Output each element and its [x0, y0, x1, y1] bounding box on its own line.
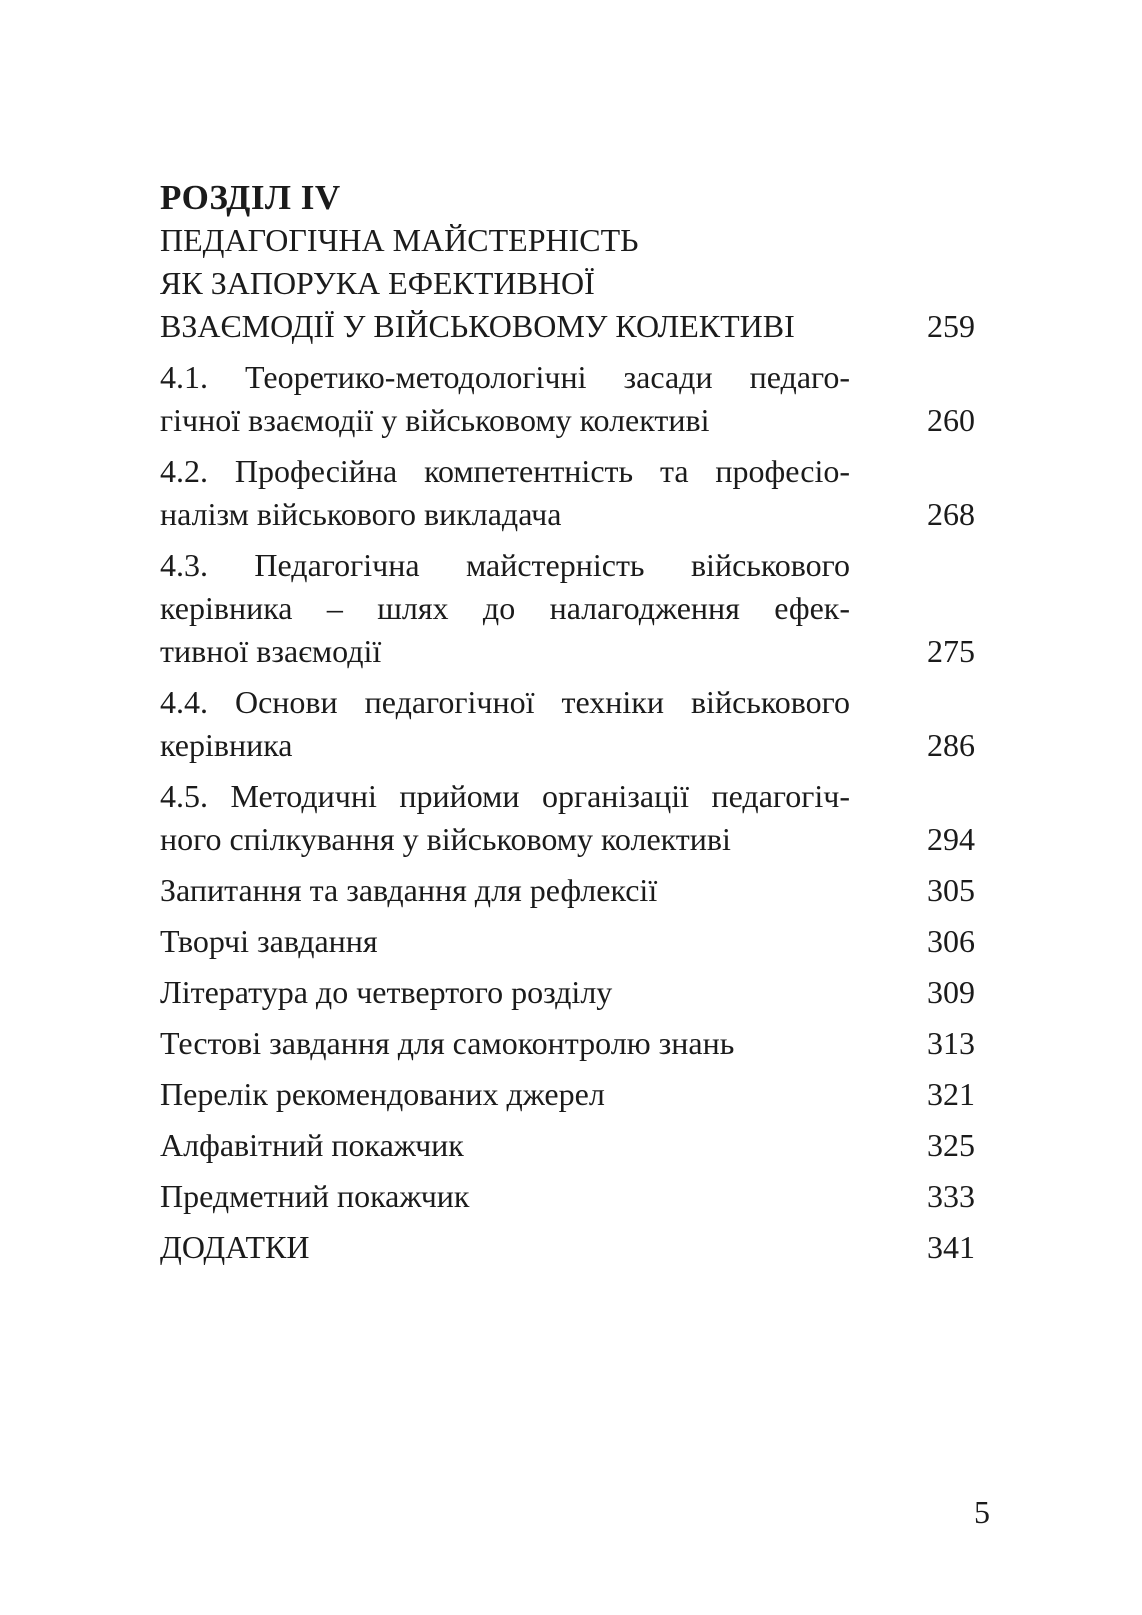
toc-entry [160, 775, 975, 861]
toc-entry-last-line [160, 1226, 975, 1269]
toc-entry-title: Перелік рекомендованих джерел [160, 1076, 605, 1112]
toc-entry-last-line [160, 305, 975, 348]
toc-entry-line: 4.1. Теоретико-методологічні засади педаго- [160, 359, 850, 395]
toc-entry-page-number: 268 [927, 496, 975, 532]
toc-entry-title: ДОДАТКИ [160, 1229, 310, 1265]
toc-entry-page-number: 286 [927, 727, 975, 763]
toc-entry [160, 869, 975, 912]
toc-entry-last-line [160, 724, 975, 767]
toc-entry-page-number: 294 [927, 821, 975, 857]
toc-entry-page-number: 306 [927, 923, 975, 959]
toc-entry-line: 4.5. Методичні прийоми організації педагогіч- [160, 778, 850, 814]
toc-entry-title: ВЗАЄМОДІЇ У ВІЙСЬКОВОМУ КОЛЕКТИВІ [160, 308, 795, 344]
toc-entry-page-number: 321 [927, 1076, 975, 1112]
toc-entry-page-number: 305 [927, 872, 975, 908]
toc-entry-title: Тестові завдання для самоконтролю знань [160, 1025, 735, 1061]
toc-entry-page-number: 333 [927, 1178, 975, 1214]
toc-entry-line: ЯК ЗАПОРУКА ЕФЕКТИВНОЇ [160, 265, 595, 301]
toc-entry-last-line [160, 1073, 975, 1116]
toc-entry-page-number: 341 [927, 1229, 975, 1265]
toc-entry-title: тивної взаємодії [160, 633, 382, 669]
toc-entry-last-line [160, 1175, 975, 1218]
toc-entry-page-number: 259 [927, 308, 975, 344]
toc-entry-last-line [160, 630, 975, 673]
toc-entry-title: керівника [160, 727, 293, 763]
toc-entry-title: налізм військового викладача [160, 496, 562, 532]
toc-entry-line: 4.4. Основи педагогічної техніки військового [160, 684, 850, 720]
toc-entry-title: Творчі завдання [160, 923, 378, 959]
toc-entry-last-line [160, 869, 975, 912]
toc-entry [160, 1022, 975, 1065]
toc-entry-title: Література до четвертого розділу [160, 974, 613, 1010]
toc-entry-last-line [160, 1124, 975, 1167]
toc-entry-page-number: 275 [927, 633, 975, 669]
toc-entry [160, 1073, 975, 1116]
footer-page-number: 5 [974, 1494, 990, 1530]
toc-entry-line: 4.2. Професійна компетентність та професіо- [160, 453, 850, 489]
toc-entry-last-line [160, 399, 975, 442]
toc-entry [160, 681, 975, 767]
toc-entry [160, 176, 975, 348]
toc-entry-last-line [160, 818, 975, 861]
toc-entry [160, 544, 975, 673]
toc-entry-last-line [160, 971, 975, 1014]
toc-entry-title: Запитання та завдання для рефлексії [160, 872, 658, 908]
toc-entry-last-line [160, 1022, 975, 1065]
toc-entry [160, 920, 975, 963]
toc-entry [160, 971, 975, 1014]
toc-entry-page-number: 313 [927, 1025, 975, 1061]
toc-entry-last-line [160, 493, 975, 536]
toc-entry-title: Алфавітний покажчик [160, 1127, 464, 1163]
toc-entry-page-number: 309 [927, 974, 975, 1010]
toc-entry [160, 1226, 975, 1269]
toc-entry [160, 1124, 975, 1167]
toc-entry-line: 4.3. Педагогічна майстерність військового [160, 547, 850, 583]
toc-entry-line: ПЕДАГОГІЧНА МАЙСТЕРНІСТЬ [160, 222, 639, 258]
toc-entry-last-line [160, 920, 975, 963]
toc-entry-title: Предметний покажчик [160, 1178, 470, 1214]
toc-chapter-heading: РОЗДІЛ IV [160, 178, 341, 217]
toc-entry-title: ного спілкування у військовому колективі [160, 821, 731, 857]
toc-entry-page-number: 325 [927, 1127, 975, 1163]
table-of-contents [160, 176, 975, 1277]
toc-entry [160, 356, 975, 442]
toc-entry-line: керівника – шлях до налагодження ефек- [160, 590, 850, 626]
toc-entry-page-number: 260 [927, 402, 975, 438]
toc-entry-title: гічної взаємодії у військовому колективі [160, 402, 710, 438]
toc-entry [160, 450, 975, 536]
toc-entry [160, 1175, 975, 1218]
